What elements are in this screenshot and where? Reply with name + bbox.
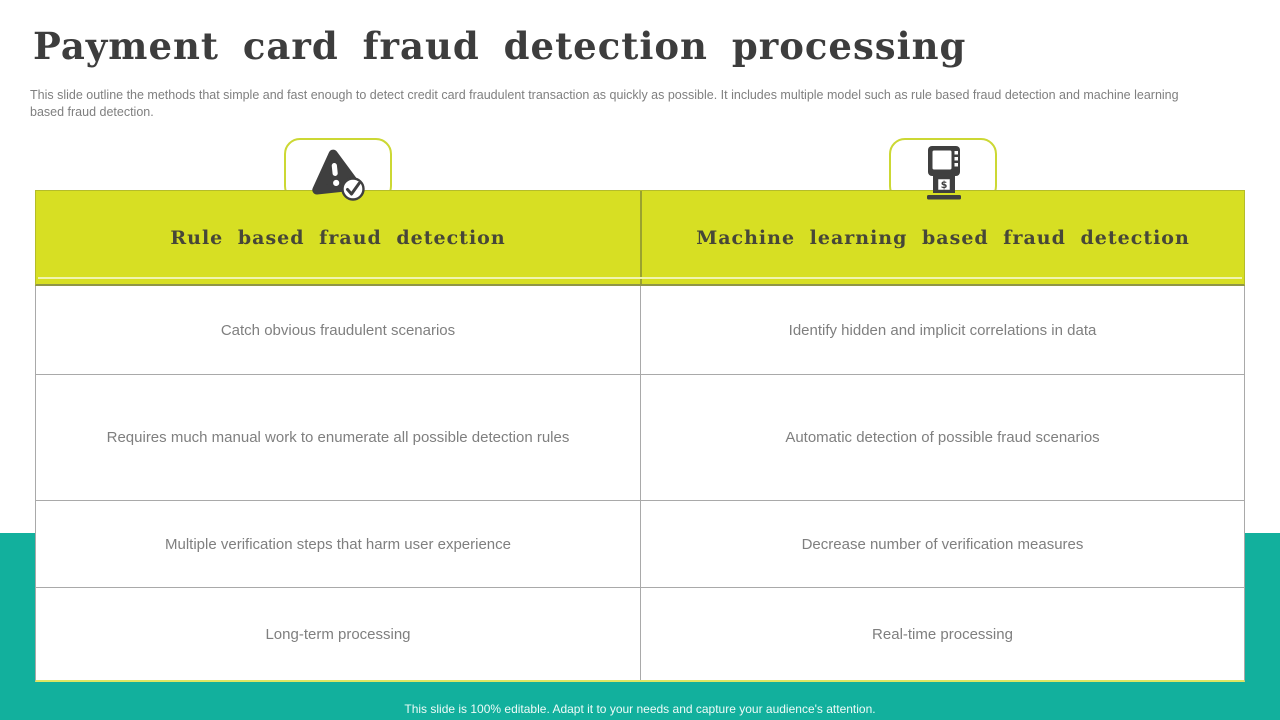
table-cell: Long-term processing [265, 625, 411, 643]
table-row [36, 501, 1244, 588]
table-cell: Requires much manual work to enumerate all possible detection rules [106, 429, 570, 446]
table-cell: Multiple verification steps that harm user experience [165, 535, 511, 553]
table-header-rule-based: Rule based fraud detection [170, 226, 506, 249]
warning-check-icon [307, 146, 371, 202]
slide-description: This slide outline the methods that simple and fast enough to detect credit card fraudulent transaction as quickly as possible. It includes multiple model such as rule based fraud detection and machine learning based fraud detection. [30, 88, 1179, 119]
table-cell: Decrease number of verification measures [640, 501, 1244, 587]
table-row [36, 588, 1244, 680]
payment-terminal-icon [916, 143, 972, 201]
table-row [36, 375, 1244, 501]
editable-note: This slide is 100% editable. Adapt it to your needs and capture your audience's attention. [404, 702, 876, 716]
table-header-row [35, 190, 1245, 286]
page-title: Payment card fraud detection processing [33, 24, 967, 68]
comparison-table [35, 190, 1245, 682]
svg-text:$: $ [940, 180, 948, 191]
table-row [36, 286, 1244, 375]
table-cell: Real-time processing [640, 588, 1244, 680]
table-cell: Automatic detection of possible fraud scenarios [640, 375, 1244, 500]
table-cell: Catch obvious fraudulent scenarios [220, 321, 456, 339]
table-header-machine-learning: Machine learning based fraud detection [640, 191, 1244, 284]
table-body [35, 286, 1245, 682]
table-cell: Identify hidden and implicit correlations in data [640, 286, 1244, 374]
